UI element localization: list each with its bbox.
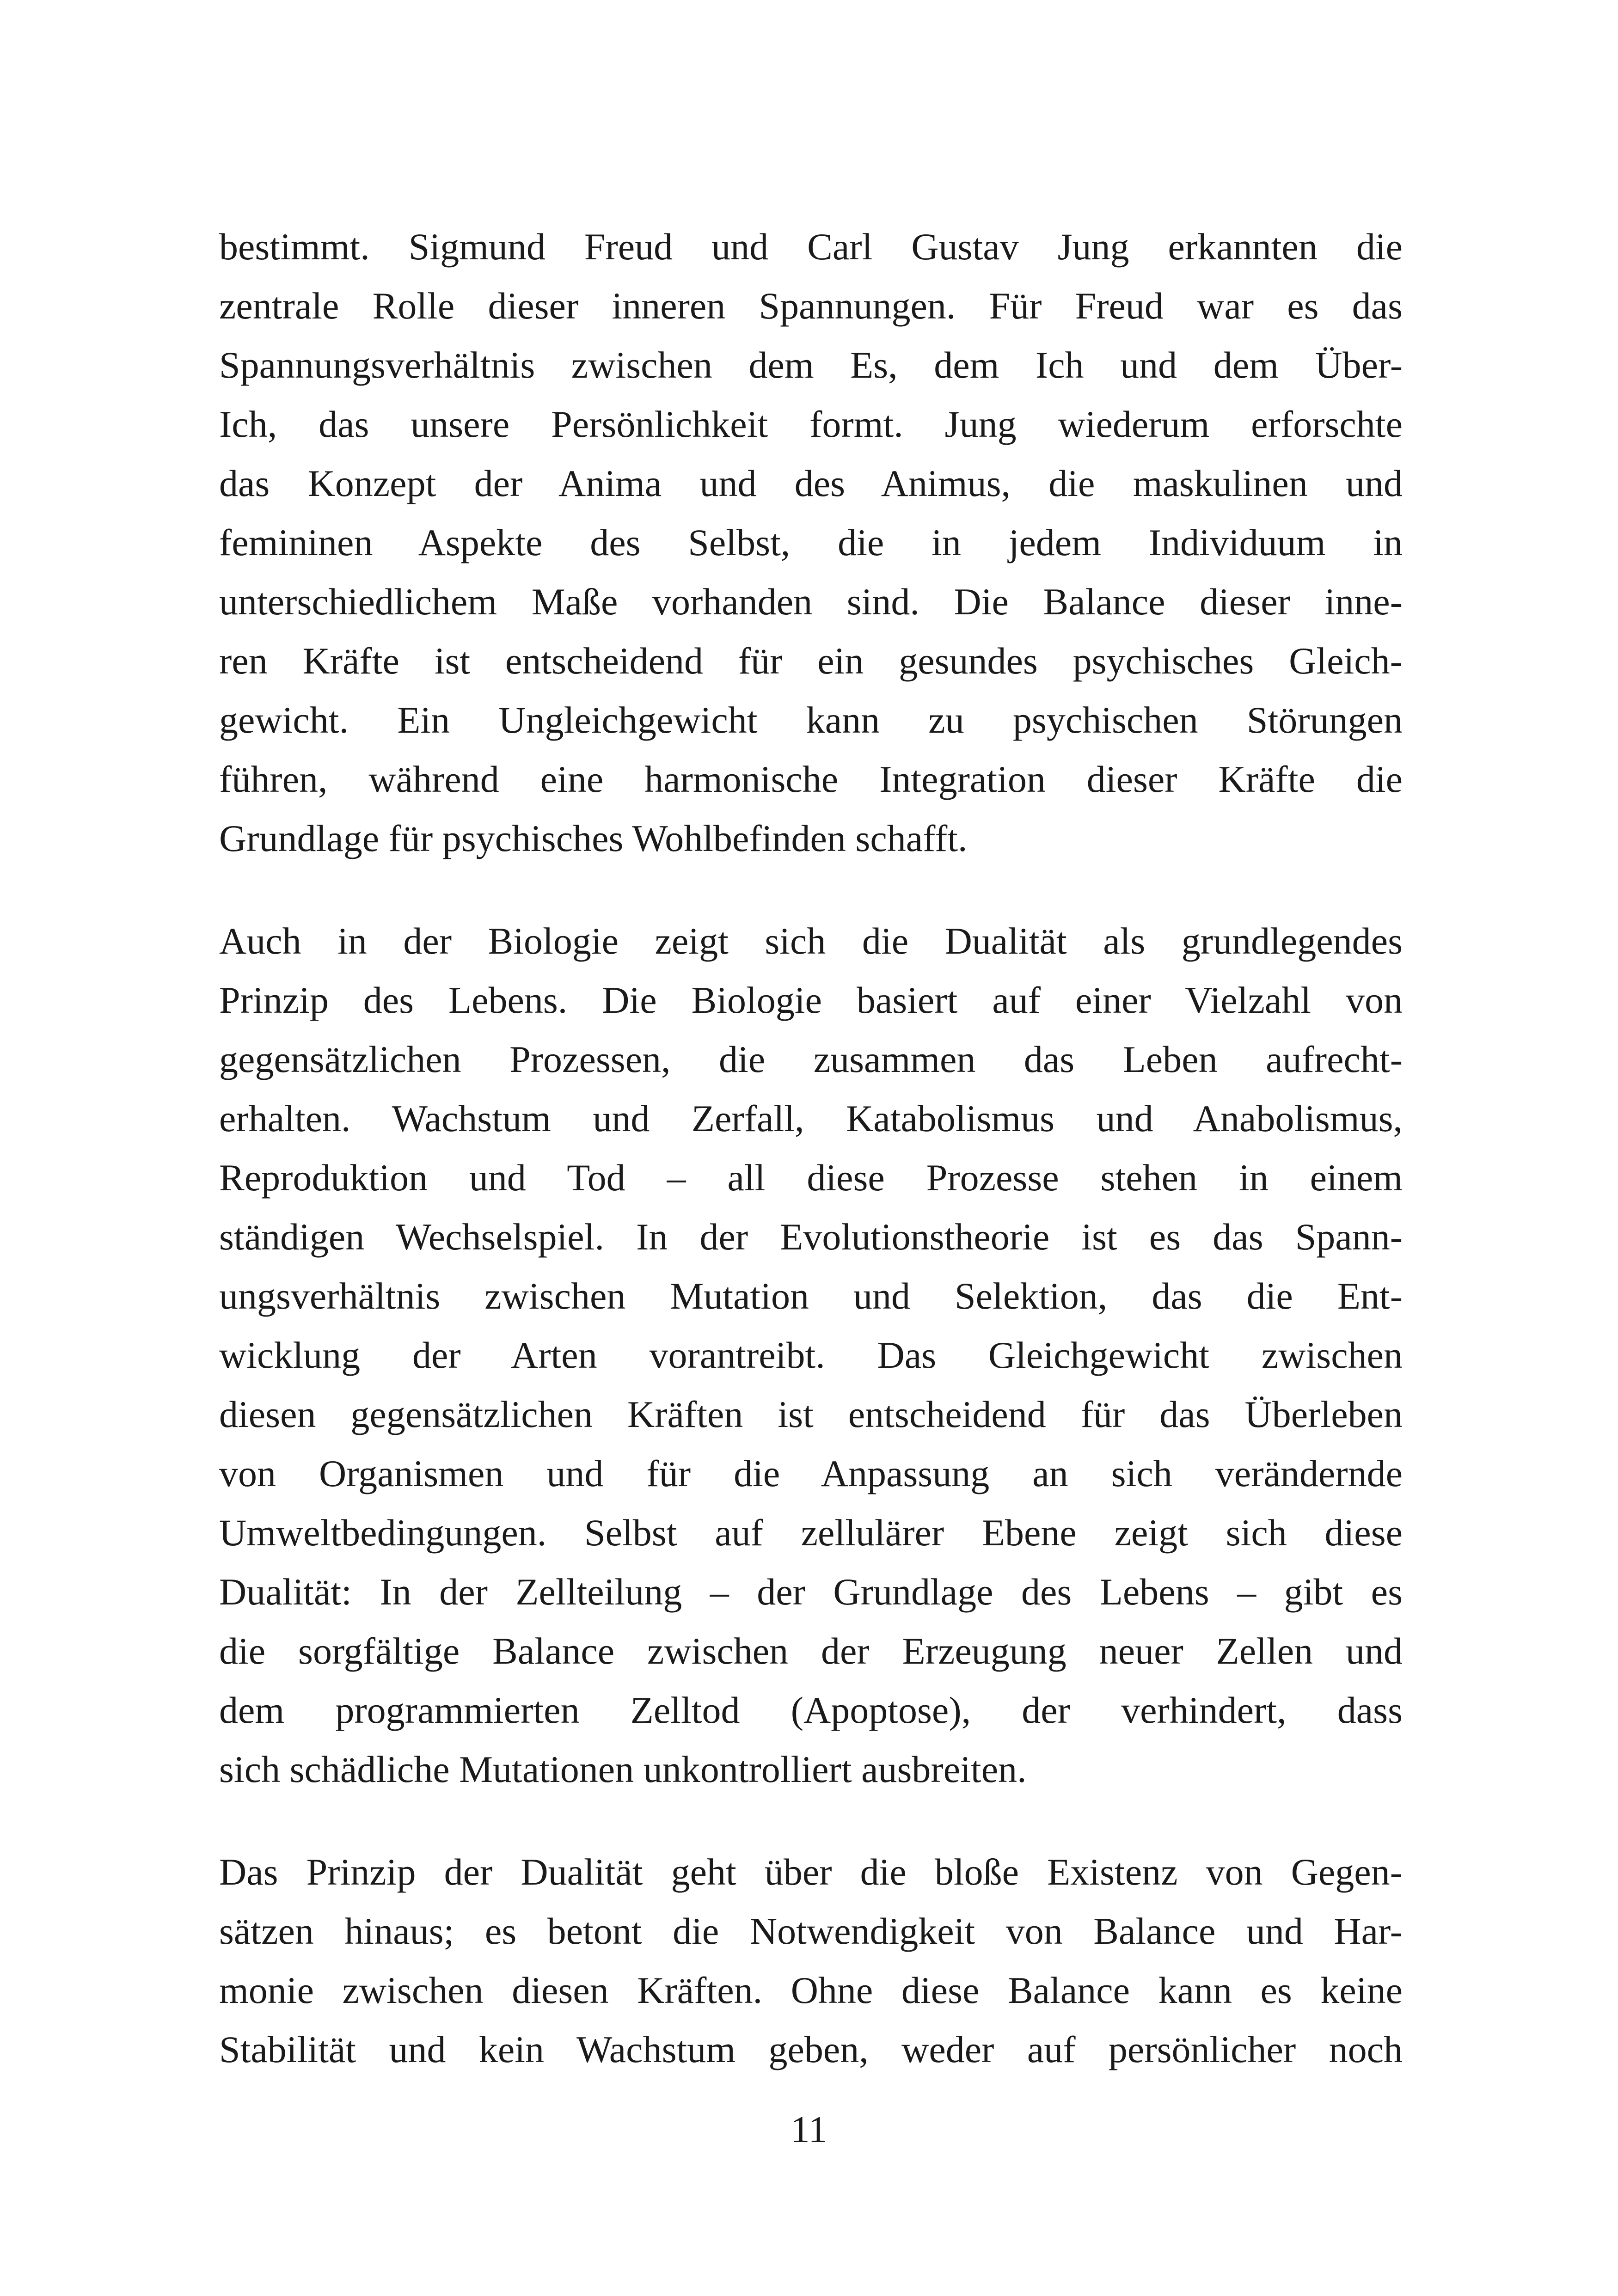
paragraph-biology [219, 912, 1403, 1799]
text-line: Ich, das unsere Persönlichkeit formt. Jung wiederum erforschte [219, 403, 1403, 445]
text-line: ungsverhältnis zwischen Mutation und Selektion, das die Ent- [219, 1275, 1403, 1317]
text-line: Reproduktion und Tod – all diese Prozesse stehen in einem [219, 1157, 1403, 1199]
paragraph-psychology [219, 217, 1403, 868]
text-line: sich schädliche Mutationen unkontrolliert ausbreiten. [219, 1748, 1027, 1790]
text-line: erhalten. Wachstum und Zerfall, Katabolismus und Anabolismus, [219, 1097, 1403, 1139]
text-line: unterschiedlichem Maße vorhanden sind. Die Balance dieser inne- [219, 581, 1403, 623]
text-line: zentrale Rolle dieser inneren Spannungen. Für Freud war es das [219, 285, 1403, 327]
text-line: wicklung der Arten vorantreibt. Das Gleichgewicht zwischen [219, 1334, 1403, 1376]
text-line: Spannungsverhältnis zwischen dem Es, dem Ich und dem Über- [219, 344, 1403, 386]
paragraph-spacer [219, 1799, 1403, 1843]
text-line: ständigen Wechselspiel. In der Evolutionstheorie ist es das Spann- [219, 1216, 1403, 1258]
page-number: 11 [791, 2108, 827, 2150]
text-line: monie zwischen diesen Kräften. Ohne diese Balance kann es keine [219, 1969, 1403, 2011]
text-line: Prinzip des Lebens. Die Biologie basiert auf einer Vielzahl von [219, 979, 1403, 1021]
paragraph-duality [219, 1843, 1403, 2079]
text-line: sätzen hinaus; es betont die Notwendigkeit von Balance und Har- [219, 1910, 1403, 1952]
text-line: bestimmt. Sigmund Freud und Carl Gustav Jung erkannten die [219, 226, 1403, 268]
text-line: führen, während eine harmonische Integration dieser Kräfte die [219, 758, 1403, 800]
text-line: gegensätzlichen Prozessen, die zusammen das Leben aufrecht- [219, 1038, 1403, 1080]
body-text [219, 217, 1403, 2079]
text-line: Umweltbedingungen. Selbst auf zellulärer Ebene zeigt sich diese [219, 1512, 1403, 1554]
text-line: Das Prinzip der Dualität geht über die bloße Existenz von Gegen- [219, 1851, 1403, 1893]
text-line: Auch in der Biologie zeigt sich die Dualität als grundlegendes [219, 920, 1403, 962]
text-line: Dualität: In der Zellteilung – der Grundlage des Lebens – gibt es [219, 1571, 1403, 1613]
text-line: die sorgfältige Balance zwischen der Erzeugung neuer Zellen und [219, 1630, 1403, 1672]
text-line: von Organismen und für die Anpassung an sich verändernde [219, 1452, 1403, 1494]
text-line: Stabilität und kein Wachstum geben, weder auf persönlicher noch [219, 2028, 1403, 2070]
paragraph-spacer [219, 868, 1403, 912]
text-line: gewicht. Ein Ungleichgewicht kann zu psychischen Störungen [219, 699, 1403, 741]
text-line: femininen Aspekte des Selbst, die in jedem Individuum in [219, 521, 1403, 563]
text-line: dem programmierten Zelltod (Apoptose), der verhindert, dass [219, 1689, 1403, 1731]
text-line: Grundlage für psychisches Wohlbefinden schafft. [219, 817, 968, 859]
text-line: diesen gegensätzlichen Kräften ist entscheidend für das Überleben [219, 1393, 1403, 1435]
text-line: das Konzept der Anima und des Animus, die maskulinen und [219, 462, 1403, 504]
text-line: ren Kräfte ist entscheidend für ein gesundes psychisches Gleich- [219, 640, 1403, 682]
